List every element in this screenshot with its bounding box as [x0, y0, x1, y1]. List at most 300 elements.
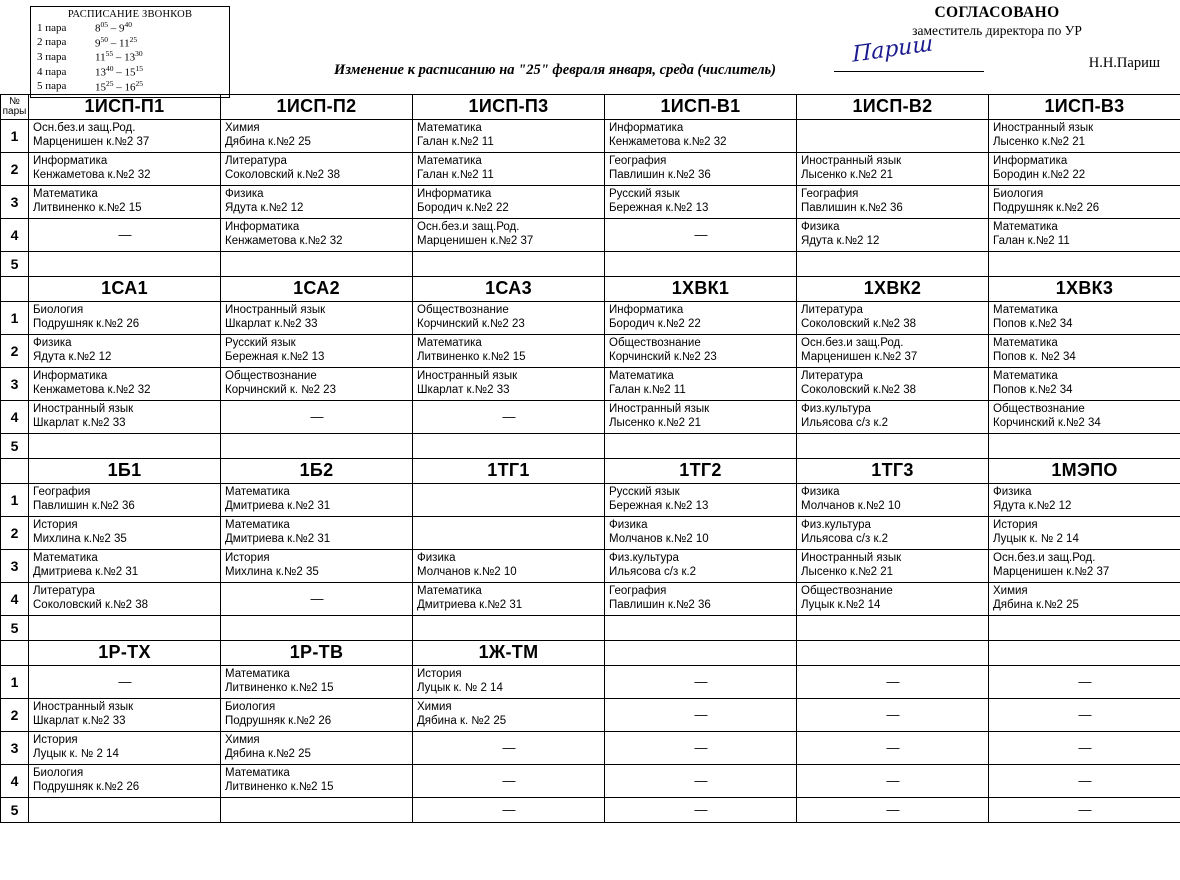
lesson-subject: Математика — [225, 486, 290, 498]
lesson-cell-empty: — — [605, 765, 797, 798]
lesson-cell — [29, 583, 221, 616]
group-name: 1ИСП-П1 — [29, 95, 221, 120]
lesson-cell-empty — [221, 434, 413, 459]
pair-column-spacer — [1, 641, 29, 666]
lesson-subject: Литература — [33, 585, 95, 597]
lesson-row — [1, 765, 1180, 798]
group-name: 1СА2 — [221, 277, 413, 302]
lesson-cell-empty: — — [989, 699, 1180, 732]
bell-row — [35, 21, 225, 36]
lesson-subject: Обществознание — [993, 403, 1085, 415]
lesson-row — [1, 550, 1180, 583]
lesson-cell — [989, 302, 1180, 335]
lesson-cell-empty: — — [413, 732, 605, 765]
lesson-subject: Математика — [993, 370, 1058, 382]
lesson-subject: Биология — [33, 767, 84, 779]
lesson-row — [1, 252, 1180, 277]
lesson-subject: История — [225, 552, 270, 564]
approval-block — [832, 4, 1162, 72]
lesson-cell — [413, 550, 605, 583]
lesson-subject: Обществознание — [609, 337, 701, 349]
lesson-subject: Физ.культура — [609, 552, 679, 564]
bell-schedule-title: РАСПИСАНИЕ ЗВОНКОВ — [67, 9, 193, 20]
pair-column-header: № пары — [1, 95, 29, 120]
group-header-row — [1, 641, 1180, 666]
lesson-row — [1, 219, 1180, 252]
lesson-subject: Математика — [609, 370, 674, 382]
lesson-teacher: Шкарлат к.№2 33 — [33, 417, 126, 430]
lesson-teacher: Соколовский к.№2 38 — [801, 384, 916, 397]
lesson-teacher: Лысенко к.№2 21 — [609, 417, 702, 430]
lesson-cell — [989, 368, 1180, 401]
schedule-table — [0, 94, 1180, 823]
lesson-cell — [413, 484, 605, 517]
lesson-teacher: Михлина к.№2 35 — [33, 533, 127, 546]
lesson-cell — [989, 550, 1180, 583]
lesson-subject: Физика — [609, 519, 648, 531]
lesson-cell-empty: — — [413, 765, 605, 798]
lesson-subject: Литература — [801, 304, 863, 316]
lesson-teacher: Дмитриева к.№2 31 — [225, 500, 331, 513]
lesson-cell — [989, 484, 1180, 517]
lesson-cell — [797, 484, 989, 517]
lesson-row — [1, 732, 1180, 765]
lesson-teacher: Бережная к.№2 13 — [609, 500, 709, 513]
group-name-empty — [797, 641, 989, 666]
pair-number: 2 — [1, 153, 29, 186]
lesson-teacher: Литвиненко к.№2 15 — [225, 682, 334, 695]
lesson-subject: Математика — [33, 188, 98, 200]
lesson-teacher: Михлина к.№2 35 — [225, 566, 319, 579]
lesson-teacher: Соколовский к.№2 38 — [225, 169, 340, 182]
pair-number: 2 — [1, 699, 29, 732]
lesson-cell — [605, 401, 797, 434]
lesson-teacher: Литвиненко к.№2 15 — [33, 202, 142, 215]
lesson-subject: Иностранный язык — [225, 304, 326, 316]
lesson-teacher: Бородин к.№2 22 — [993, 169, 1086, 182]
lesson-teacher: Шкарлат к.№2 33 — [33, 715, 126, 728]
lesson-teacher: Ядута к.№2 12 — [225, 202, 304, 215]
lesson-subject: Обществознание — [225, 370, 317, 382]
lesson-cell — [221, 368, 413, 401]
lesson-teacher: Дябина к. №2 25 — [417, 715, 507, 728]
group-name: 1ТГ1 — [413, 459, 605, 484]
lesson-cell — [413, 699, 605, 732]
lesson-cell — [29, 765, 221, 798]
pair-number: 3 — [1, 186, 29, 219]
lesson-cell — [989, 517, 1180, 550]
lesson-cell-empty: — — [29, 666, 221, 699]
lesson-teacher: Галан к.№2 11 — [609, 384, 686, 397]
lesson-subject: Биология — [225, 701, 276, 713]
lesson-teacher: Лысенко к.№2 21 — [801, 169, 894, 182]
lesson-teacher: Луцык к.№2 14 — [801, 599, 881, 612]
lesson-teacher: Литвиненко к.№2 15 — [417, 351, 526, 364]
lesson-teacher: Ядута к.№2 12 — [33, 351, 112, 364]
lesson-teacher: Корчинский к.№2 23 — [417, 318, 525, 331]
lesson-cell-empty: — — [413, 401, 605, 434]
bell-schedule-box — [30, 6, 230, 98]
lesson-cell-empty — [989, 434, 1180, 459]
lesson-subject: Информатика — [609, 304, 684, 316]
lesson-teacher: Дябина к.№2 25 — [225, 136, 311, 149]
group-name-empty — [605, 641, 797, 666]
lesson-subject: Русский язык — [609, 188, 680, 200]
lesson-row — [1, 616, 1180, 641]
lesson-teacher: Шкарлат к.№2 33 — [417, 384, 510, 397]
lesson-subject: Осн.без.и защ.Род. — [993, 552, 1096, 564]
lesson-cell — [797, 186, 989, 219]
lesson-subject: География — [33, 486, 91, 498]
lesson-cell — [413, 517, 605, 550]
lesson-cell — [221, 765, 413, 798]
bell-pair-time: $9^{50} - 11^{25}$ — [95, 34, 138, 50]
lesson-cell — [221, 302, 413, 335]
lesson-teacher: Литвиненко к.№2 15 — [225, 781, 334, 794]
lesson-cell — [413, 583, 605, 616]
group-name: 1СА1 — [29, 277, 221, 302]
lesson-subject: Математика — [993, 337, 1058, 349]
pair-number: 5 — [1, 616, 29, 641]
lesson-row — [1, 302, 1180, 335]
lesson-cell — [413, 120, 605, 153]
lesson-subject: Иностранный язык — [801, 552, 902, 564]
lesson-cell-empty: — — [605, 798, 797, 823]
lesson-subject: Физика — [417, 552, 456, 564]
pair-number: 2 — [1, 517, 29, 550]
group-name: 1Б2 — [221, 459, 413, 484]
lesson-row — [1, 335, 1180, 368]
lesson-teacher: Галан к.№2 11 — [417, 136, 494, 149]
approval-title: СОГЛАСОВАНО — [934, 4, 1060, 21]
lesson-cell-empty: — — [221, 583, 413, 616]
lesson-teacher: Лысенко к.№2 21 — [801, 566, 894, 579]
lesson-cell — [989, 153, 1180, 186]
lesson-cell-empty: — — [221, 401, 413, 434]
lesson-teacher: Дмитриева к.№2 31 — [33, 566, 139, 579]
lesson-cell — [413, 666, 605, 699]
lesson-row — [1, 120, 1180, 153]
group-name: 1ИСП-П3 — [413, 95, 605, 120]
bell-row — [35, 65, 225, 80]
lesson-teacher: Попов к.№2 34 — [993, 384, 1073, 397]
lesson-teacher: Молчанов к.№2 10 — [801, 500, 901, 513]
group-name: 1Ж-ТМ — [413, 641, 605, 666]
lesson-subject: Математика — [225, 519, 290, 531]
lesson-cell-empty: — — [797, 798, 989, 823]
approval-signature-line — [832, 31, 1162, 72]
lesson-subject: Физ.культура — [801, 519, 871, 531]
lesson-cell — [221, 666, 413, 699]
lesson-cell-empty: — — [989, 666, 1180, 699]
lesson-subject: Информатика — [225, 221, 300, 233]
lesson-cell-empty — [989, 616, 1180, 641]
lesson-cell — [605, 335, 797, 368]
lesson-teacher: Попов к. №2 34 — [993, 351, 1076, 364]
pair-number: 2 — [1, 335, 29, 368]
lesson-cell — [605, 302, 797, 335]
lesson-subject: Иностранный язык — [33, 403, 134, 415]
lesson-cell-empty — [29, 434, 221, 459]
lesson-cell — [221, 120, 413, 153]
lesson-cell-empty — [413, 252, 605, 277]
pair-number: 1 — [1, 484, 29, 517]
lesson-cell — [797, 368, 989, 401]
lesson-subject: Информатика — [609, 122, 684, 134]
approval-name: Н.Н.Париш — [1088, 55, 1160, 71]
lesson-teacher: Марценишен к.№2 37 — [801, 351, 918, 364]
lesson-cell — [797, 302, 989, 335]
lesson-subject: Математика — [417, 155, 482, 167]
lesson-subject: История — [33, 519, 78, 531]
lesson-cell — [797, 153, 989, 186]
bell-pair-label: 5 пара — [37, 80, 67, 93]
lesson-subject: Иностранный язык — [801, 155, 902, 167]
lesson-subject: Русский язык — [225, 337, 296, 349]
lesson-cell-empty — [797, 616, 989, 641]
bell-schedule-table — [35, 21, 225, 94]
lesson-subject: Иностранный язык — [993, 122, 1094, 134]
lesson-cell — [797, 401, 989, 434]
pair-number: 4 — [1, 401, 29, 434]
lesson-cell — [29, 699, 221, 732]
lesson-row — [1, 517, 1180, 550]
lesson-row — [1, 699, 1180, 732]
lesson-teacher: Бережная к.№2 13 — [225, 351, 325, 364]
lesson-teacher: Шкарлат к.№2 33 — [225, 318, 318, 331]
lesson-teacher: Ядута к.№2 12 — [993, 500, 1072, 513]
lesson-cell — [989, 120, 1180, 153]
bell-row — [35, 50, 225, 65]
lesson-cell-empty: — — [797, 732, 989, 765]
lesson-teacher: Бережная к.№2 13 — [609, 202, 709, 215]
lesson-teacher: Павлишин к.№2 36 — [801, 202, 903, 215]
pair-number: 3 — [1, 732, 29, 765]
pair-number: 5 — [1, 798, 29, 823]
lesson-subject: Иностранный язык — [417, 370, 518, 382]
lesson-subject: География — [609, 585, 667, 597]
lesson-cell — [989, 335, 1180, 368]
lesson-cell — [989, 583, 1180, 616]
lesson-row — [1, 186, 1180, 219]
group-name: 1ХВК1 — [605, 277, 797, 302]
lesson-cell — [221, 550, 413, 583]
lesson-teacher: Корчинский к. №2 23 — [225, 384, 336, 397]
lesson-cell — [413, 153, 605, 186]
lesson-subject: Химия — [417, 701, 452, 713]
lesson-teacher: Павлишин к.№2 36 — [609, 169, 711, 182]
lesson-teacher: Попов к.№2 34 — [993, 318, 1073, 331]
bell-schedule-body — [35, 21, 225, 94]
bell-row — [35, 36, 225, 51]
pair-number: 1 — [1, 302, 29, 335]
lesson-subject: География — [609, 155, 667, 167]
lesson-teacher: Дябина к.№2 25 — [993, 599, 1079, 612]
lesson-subject: Химия — [225, 734, 260, 746]
lesson-subject: Математика — [417, 585, 482, 597]
lesson-teacher: Кенжаметова к.№2 32 — [225, 235, 343, 248]
lesson-cell-empty: — — [605, 666, 797, 699]
lesson-subject: История — [417, 668, 462, 680]
lesson-subject: Иностранный язык — [609, 403, 710, 415]
lesson-cell — [29, 484, 221, 517]
lesson-cell — [797, 120, 989, 153]
lesson-cell-empty: — — [605, 732, 797, 765]
lesson-row — [1, 153, 1180, 186]
pair-number: 1 — [1, 120, 29, 153]
lesson-cell-empty — [413, 616, 605, 641]
lesson-cell — [797, 517, 989, 550]
bell-pair-time: $8^{05} - 9^{40}$ — [95, 20, 132, 35]
lesson-teacher: Галан к.№2 11 — [417, 169, 494, 182]
lesson-cell — [29, 153, 221, 186]
lesson-teacher: Подрушняк к.№2 26 — [225, 715, 332, 728]
lesson-teacher: Кенжаметова к.№2 32 — [33, 384, 151, 397]
group-name: 1ТГ3 — [797, 459, 989, 484]
lesson-teacher: Корчинский к.№2 23 — [609, 351, 717, 364]
lesson-cell — [221, 517, 413, 550]
lesson-teacher: Молчанов к.№2 10 — [417, 566, 517, 579]
lesson-teacher: Дябина к.№2 25 — [225, 748, 311, 761]
lesson-row — [1, 798, 1180, 823]
lesson-cell — [605, 368, 797, 401]
lesson-cell-empty — [605, 252, 797, 277]
bell-pair-time: $15^{25} - 16^{25}$ — [95, 78, 143, 94]
lesson-subject: Математика — [33, 552, 98, 564]
group-name: 1МЭПО — [989, 459, 1180, 484]
bell-pair-label: 1 пара — [37, 21, 67, 34]
lesson-subject: География — [801, 188, 859, 200]
lesson-subject: История — [33, 734, 78, 746]
lesson-teacher: Ядута к.№2 12 — [801, 235, 880, 248]
lesson-cell-empty: — — [989, 798, 1180, 823]
lesson-cell — [989, 401, 1180, 434]
group-header-row — [1, 459, 1180, 484]
lesson-cell-empty — [797, 434, 989, 459]
lesson-subject: Математика — [225, 767, 290, 779]
lesson-teacher: Луцык к. № 2 14 — [33, 748, 119, 761]
lesson-teacher: Соколовский к.№2 38 — [33, 599, 148, 612]
group-header-row — [1, 95, 1180, 120]
document-header — [0, 0, 1180, 94]
page-title: Изменение к расписанию на "25" февраля января, среда (числитель) — [333, 62, 777, 78]
lesson-cell-empty — [989, 252, 1180, 277]
lesson-cell — [29, 401, 221, 434]
lesson-subject: Информатика — [417, 188, 492, 200]
lesson-teacher: Кенжаметова к.№2 32 — [609, 136, 727, 149]
lesson-subject: Математика — [417, 337, 482, 349]
lesson-cell — [221, 335, 413, 368]
lesson-teacher: Луцык к. № 2 14 — [417, 682, 503, 695]
lesson-cell — [221, 219, 413, 252]
lesson-teacher: Молчанов к.№2 10 — [609, 533, 709, 546]
lesson-cell — [605, 550, 797, 583]
lesson-subject: Химия — [225, 122, 260, 134]
lesson-cell — [797, 583, 989, 616]
lesson-cell — [29, 550, 221, 583]
lesson-cell — [29, 517, 221, 550]
bell-row — [35, 80, 225, 95]
lesson-teacher: Бородич к.№2 22 — [609, 318, 701, 331]
lesson-cell-empty: — — [797, 666, 989, 699]
lesson-teacher: Ильясова с/з к.2 — [609, 566, 697, 579]
lesson-row — [1, 434, 1180, 459]
lesson-cell — [221, 699, 413, 732]
group-name: 1Б1 — [29, 459, 221, 484]
lesson-cell — [29, 120, 221, 153]
lesson-teacher: Павлишин к.№2 36 — [609, 599, 711, 612]
lesson-cell — [221, 153, 413, 186]
pair-column-spacer — [1, 277, 29, 302]
lesson-cell-empty: — — [797, 765, 989, 798]
lesson-subject: Математика — [993, 304, 1058, 316]
lesson-subject: Литература — [801, 370, 863, 382]
bell-pair-label: 2 пара — [37, 36, 67, 49]
lesson-cell — [29, 186, 221, 219]
lesson-cell — [413, 302, 605, 335]
bell-pair-label: 4 пара — [37, 65, 67, 78]
group-name: 1ИСП-В2 — [797, 95, 989, 120]
lesson-teacher: Ильясова с/з к.2 — [801, 533, 889, 546]
lesson-cell-empty — [221, 252, 413, 277]
lesson-cell-empty — [413, 434, 605, 459]
lesson-cell — [605, 583, 797, 616]
group-name: 1ХВК3 — [989, 277, 1180, 302]
pair-number: 5 — [1, 434, 29, 459]
lesson-cell-empty — [221, 616, 413, 641]
lesson-teacher: Марценишен к.№2 37 — [417, 235, 534, 248]
lesson-teacher: Дмитриева к.№2 31 — [417, 599, 523, 612]
lesson-teacher: Соколовский к.№2 38 — [801, 318, 916, 331]
group-name: 1СА3 — [413, 277, 605, 302]
lesson-teacher: Ильясова с/з к.2 — [801, 417, 889, 430]
lesson-cell — [29, 302, 221, 335]
lesson-teacher: Подрушняк к.№2 26 — [993, 202, 1100, 215]
lesson-subject: Математика — [417, 122, 482, 134]
lesson-subject: Физика — [801, 221, 840, 233]
lesson-subject: Физ.культура — [801, 403, 871, 415]
bell-pair-label: 3 пара — [37, 51, 67, 64]
lesson-cell-empty — [29, 252, 221, 277]
pair-number: 4 — [1, 219, 29, 252]
lesson-cell — [797, 550, 989, 583]
lesson-subject: Иностранный язык — [33, 701, 134, 713]
group-header-row — [1, 277, 1180, 302]
lesson-row — [1, 368, 1180, 401]
lesson-cell-empty: — — [605, 699, 797, 732]
lesson-subject: Математика — [993, 221, 1058, 233]
lesson-teacher: Дмитриева к.№2 31 — [225, 533, 331, 546]
lesson-cell — [221, 186, 413, 219]
lesson-cell-empty — [605, 616, 797, 641]
lesson-cell-empty: — — [605, 219, 797, 252]
lesson-cell — [221, 732, 413, 765]
lesson-teacher: Галан к.№2 11 — [993, 235, 1070, 248]
group-name: 1Р-ТХ — [29, 641, 221, 666]
lesson-cell-empty — [29, 616, 221, 641]
lesson-subject: Математика — [225, 668, 290, 680]
schedule-body — [1, 95, 1180, 823]
lesson-subject: Осн.без.и защ.Род. — [801, 337, 904, 349]
group-name: 1ТГ2 — [605, 459, 797, 484]
lesson-cell — [989, 186, 1180, 219]
lesson-subject: Информатика — [993, 155, 1068, 167]
lesson-cell-empty: — — [797, 699, 989, 732]
lesson-cell — [29, 335, 221, 368]
lesson-subject: Обществознание — [417, 304, 509, 316]
lesson-cell — [413, 335, 605, 368]
lesson-cell — [221, 484, 413, 517]
